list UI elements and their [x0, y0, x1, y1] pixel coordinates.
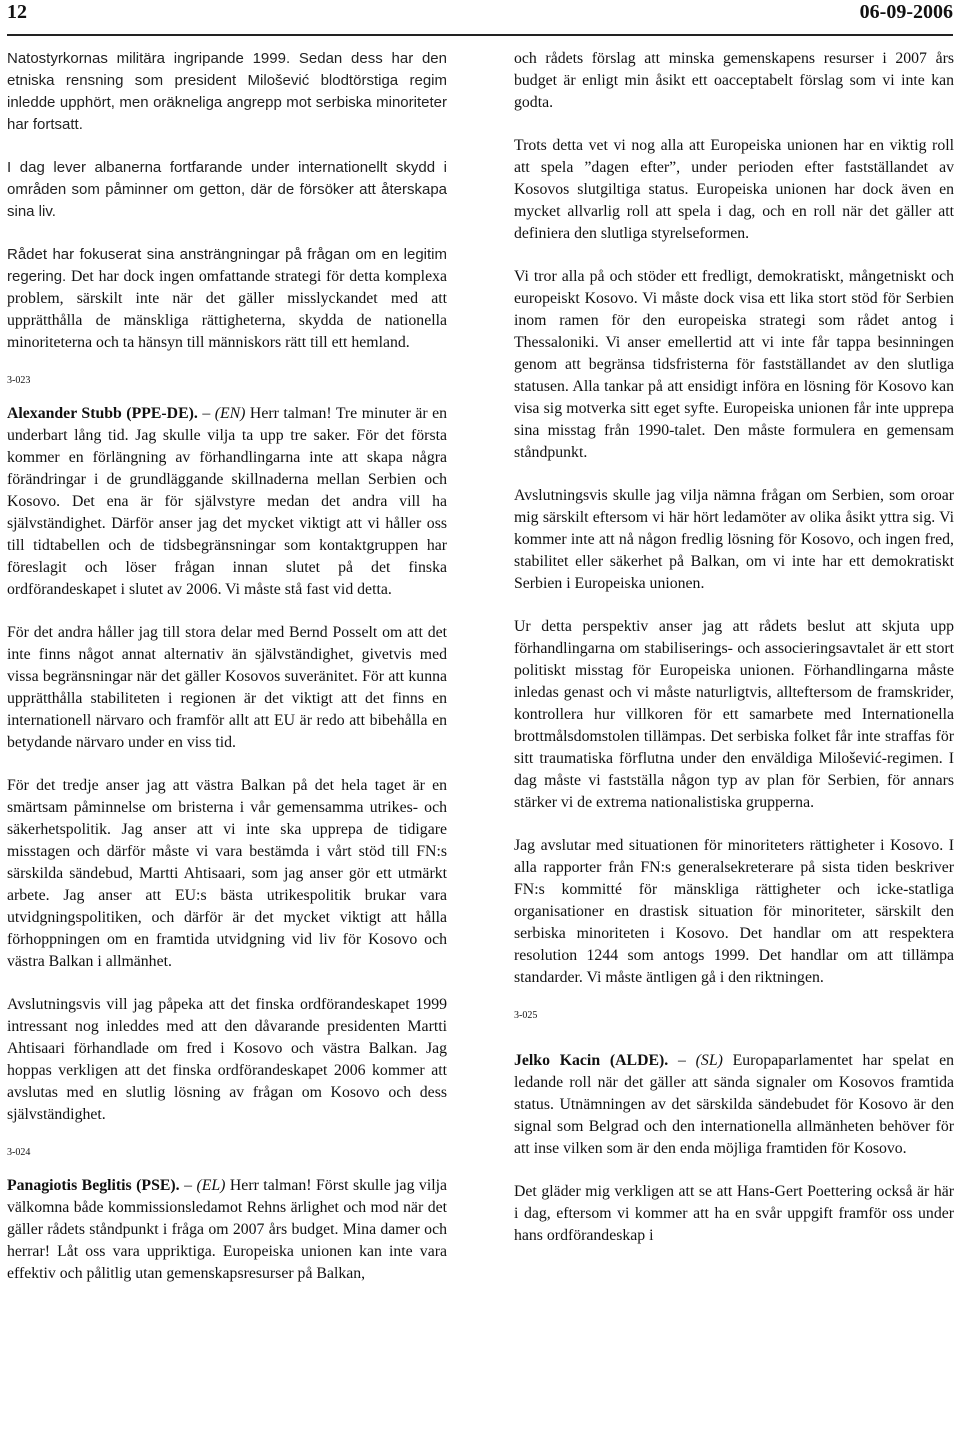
paragraph-text: Därför anser jag det mycket viktigt att vi håller oss till tidtabellen och de tidsbegränsningar som kontaktgruppen har föreslagit och löser frågan innan slutet på det finska ordförandeskapet i slutet av 2006.	[7, 515, 447, 598]
dash: –	[197, 405, 215, 422]
page-header	[7, 0, 953, 36]
paragraph-text: Mina damer och herrar! Låt oss vara uppriktiga.	[7, 1221, 447, 1260]
dash: –	[179, 1177, 197, 1194]
paragraph-text: Europeiska unionen får inte upprepa sina misstag från 1990-talet.	[514, 400, 954, 439]
paragraph-text: För det första kommer en förlängning av förhandlingarna inte att skapa några förändringar i de grundläggande skillnaderna mellan Serbien och Kosovo. Det ena är för självstyre medan det andra vill ha självständighet.	[7, 427, 447, 532]
paragraph-text: Europaparlamentet har spelat en ledande roll när det gäller att sända signaler om Kosovos framtida status.	[514, 1052, 954, 1113]
paragraph-text: Ur detta perspektiv anser jag att rådets beslut att skjuta upp förhandlingarna om stabiliserings- och associeringsavtalet är ett stort politiskt misstag för Europeiska unionen.	[514, 618, 954, 679]
language-tag: (SL)	[695, 1052, 723, 1069]
page-number: 12	[7, 1, 27, 23]
speech-code: 3-025	[514, 1010, 538, 1021]
paragraph-text: Avslutningsvis skulle jag vilja nämna frågan om Serbien, som oroar mig särskilt eftersom vi här hört ledamöter av olika åsikt yttra sig.	[514, 487, 954, 526]
paragraph-text: Vi måste stå fast vid detta.	[221, 581, 392, 598]
paragraph: och rådets förslag att minska gemenskapens resurser i 2007 års budget är enligt min åsikt ett oacceptabelt förslag som vi inte kan godta.	[514, 50, 954, 111]
speech-paragraph	[7, 1175, 447, 1285]
paragraph-text: Det har dock ingen omfattande strategi för detta komplexa problem, särskilt inte när det gäller misslyckandet med att upprätthålla de mänskliga rättigheterna, skydda de nationella minoriteterna och ta hänsyn till människors rätt till ett hemland.	[7, 268, 447, 351]
paragraph-text: Herr talman! Först skulle jag vilja välkomna både kommissionsledamot Rehns ärlighet och mod när det gäller rådets ståndpunkt i fråga om 2007 års budget.	[7, 1177, 448, 1238]
paragraph-text: Rådet har fokuserat sina ansträngningar på frågan om en legitim regering.	[7, 246, 447, 285]
paragraph-text: Vi kommer inte att nå någon fredlig lösning för Kosovo, och ingen fred, stabilitet eller säkerhet på Balkan, om vi inte har ett demokratiskt Serbien i Europeiska unionen.	[514, 509, 955, 592]
paragraph-text: Europeiska unionen kan inte vara effektiv och pålitlig utan gemenskapsresurser på Balkan,	[7, 1243, 447, 1282]
paragraph	[514, 485, 954, 595]
paragraph-text: Vi tror alla på och stöder ett fredligt, demokratiskt, mångetniskt och europeiskt Kosovo.	[514, 268, 954, 307]
paragraph-text: Herr talman! Tre minuter är en underbart lång tid. Jag skulle vilja ta upp tre saker.	[7, 405, 447, 444]
paragraph-text: Trots detta vet vi nog alla att Europeiska unionen har en viktig roll att spela ”dagen efter”, under perioden efter fastställandet av Kosovos slutgiltiga status.	[514, 137, 954, 198]
paragraph	[7, 775, 447, 973]
paragraph	[514, 616, 954, 814]
paragraph-text: Jag anser att EU:s bästa utrikespolitik brukar vara utvidgningspolitiken, och därför är det mycket viktigt att hålla förhoppningen om en framtida utvidgning vid liv för Kosovo och västra Balkan i allmänhet.	[7, 887, 447, 970]
paragraph-text: Utnämningen av det särskilda sändebudet för Kosovo är den signal som Belgrad och den internationella allmänheten behöver för att inse vilken som är den enda möjliga framtiden för Kosovo.	[514, 1096, 954, 1157]
paragraph	[7, 244, 447, 354]
speech-paragraph	[7, 403, 447, 601]
paragraph-text: För det andra håller jag till stora delar med Bernd Posselt om att det inte finns något annat alternativ än självständighet, givetvis med vissa begränsningar när det gäller Kosovos suveränitet.	[7, 624, 447, 685]
paragraph-text: Jag hoppas verkligen att det finska ordförandeskapet 2006 kommer att avslutas med en slutlig lösning av frågan om Kosovo och dess självständighet.	[7, 1040, 447, 1123]
paragraph-text: Det serbiska folket får inte straffas för sitt traumatiska förflutna under den enväldiga Milošević-regimen.	[514, 728, 954, 767]
paragraph-text: Det handlar om att respektera resolution 1244 som antogs 1999.	[514, 925, 955, 964]
paragraph	[514, 835, 954, 989]
speech-code: 3-023	[7, 375, 31, 386]
left-column	[7, 48, 447, 1285]
paragraph-text: Jag anser att vi inte ska upprepa de tidigare misstagen och därför måste vi vara bestämda i vårt stöd till FN:s särskilda sändebud, Martti Ahtisaari, som jag anser gör ett utmärkt arbete.	[7, 821, 447, 904]
paragraph	[514, 266, 954, 464]
paragraph-text: Vi måste äntligen gå i den riktningen.	[582, 969, 824, 986]
speaker-name: Jelko Kacin (ALDE).	[514, 1052, 669, 1069]
language-tag: (EN)	[214, 405, 246, 422]
speech-code: 3-024	[7, 1147, 31, 1158]
paragraph: Natostyrkornas militära ingripande 1999. Sedan dess har den etniska rensning som president Milošević blodtörstiga regim inledde upphört, men oräkneliga angrepp mot serbiska minoriteter har fortsatt.	[7, 50, 447, 133]
paragraph-text: Alla tankar på att ensidigt införa en lösning för Kosovo kan visa sig motverka sitt eget syfte.	[514, 378, 954, 417]
paragraph-text: För att kunna upprätthålla stabiliteten i regionen är det viktigt att det finns en internationell närvaro och framför allt att EU är redo att bibehålla en betydande närvaro under en viss tid.	[7, 668, 447, 751]
paragraph: Det gläder mig verkligen att se att Hans-Gert Poettering också är här i dag, eftersom vi kommer att ha en svår uppgift framför oss under hans ordförandeskap i	[514, 1183, 954, 1244]
paragraph-text: Jag avslutar med situationen för minoriteters rättigheter i Kosovo.	[514, 837, 944, 854]
speaker-name: Alexander Stubb (PPE-DE).	[7, 405, 198, 422]
paragraph-text: I alla rapporter från FN:s generalsekreterare på sista tiden beskriver FN:s kommitté för mänskliga rättigheter och icke-statliga organisationer en drastisk situation för minoriteter, särskilt den serbiska minoriteten i Kosovo.	[514, 837, 954, 942]
paragraph-text: Vi anser emellertid att vi inte får tappa besinningen genom att begränsa tidsfristerna för fastställandet av den slutliga statusen.	[514, 334, 954, 395]
paragraph-text: Det handlar om att tillämpa standarder.	[514, 947, 954, 986]
paragraph-text: Avslutningsvis vill jag påpeka att det finska ordförandeskapet 1999 intressant nog inleddes med att den dåvarande presidenten Martti Ahtisaari förhandlade om fred i Kosovo och västra Balkan.	[7, 996, 447, 1057]
speech-paragraph	[514, 1050, 954, 1160]
paragraph	[514, 135, 954, 245]
paragraph-text: Vi måste dock visa ett lika stort stöd för Serbien inom ramen för den europeiska strategi som rådet antog i Thessaloniki.	[514, 290, 954, 351]
page-date: 06-09-2006	[859, 1, 953, 23]
paragraph	[7, 622, 447, 754]
paragraph-text: Den måste formulera en gemensam ståndpunkt.	[514, 422, 954, 461]
paragraph-text: För det tredje anser jag att västra Balkan på det hela taget är en smärtsam påminnelse om bristerna i vår gemensamma utrikes- och säkerhetspolitik.	[7, 777, 447, 838]
speaker-name: Panagiotis Beglitis (PSE).	[7, 1177, 180, 1194]
paragraph: I dag lever albanerna fortfarande under internationellt skydd i områden som påminner om getton, där de försöker att återskapa sina liv.	[7, 159, 447, 220]
paragraph	[7, 994, 447, 1126]
dash: –	[668, 1052, 696, 1069]
paragraph-text: I dag måste vi fastställa någon typ av plan för Serbien, för annars stärker vi de extrema nationalistiska grupperna.	[514, 750, 954, 811]
language-tag: (EL)	[196, 1177, 226, 1194]
paragraph-text: Förhandlingarna måste inledas genast och vi måste naturligtvis, allteftersom de framskrider, kontrollera hur villkoren för ett samarbete med Internationella brottmålsdomstolen tillämpas.	[514, 662, 954, 745]
right-column	[514, 48, 954, 1247]
paragraph-text: Europeiska unionen har dock även en mycket allvarlig roll att spela i dag, och en roll när det gäller att definiera den slutliga styrelseformen.	[514, 181, 954, 242]
